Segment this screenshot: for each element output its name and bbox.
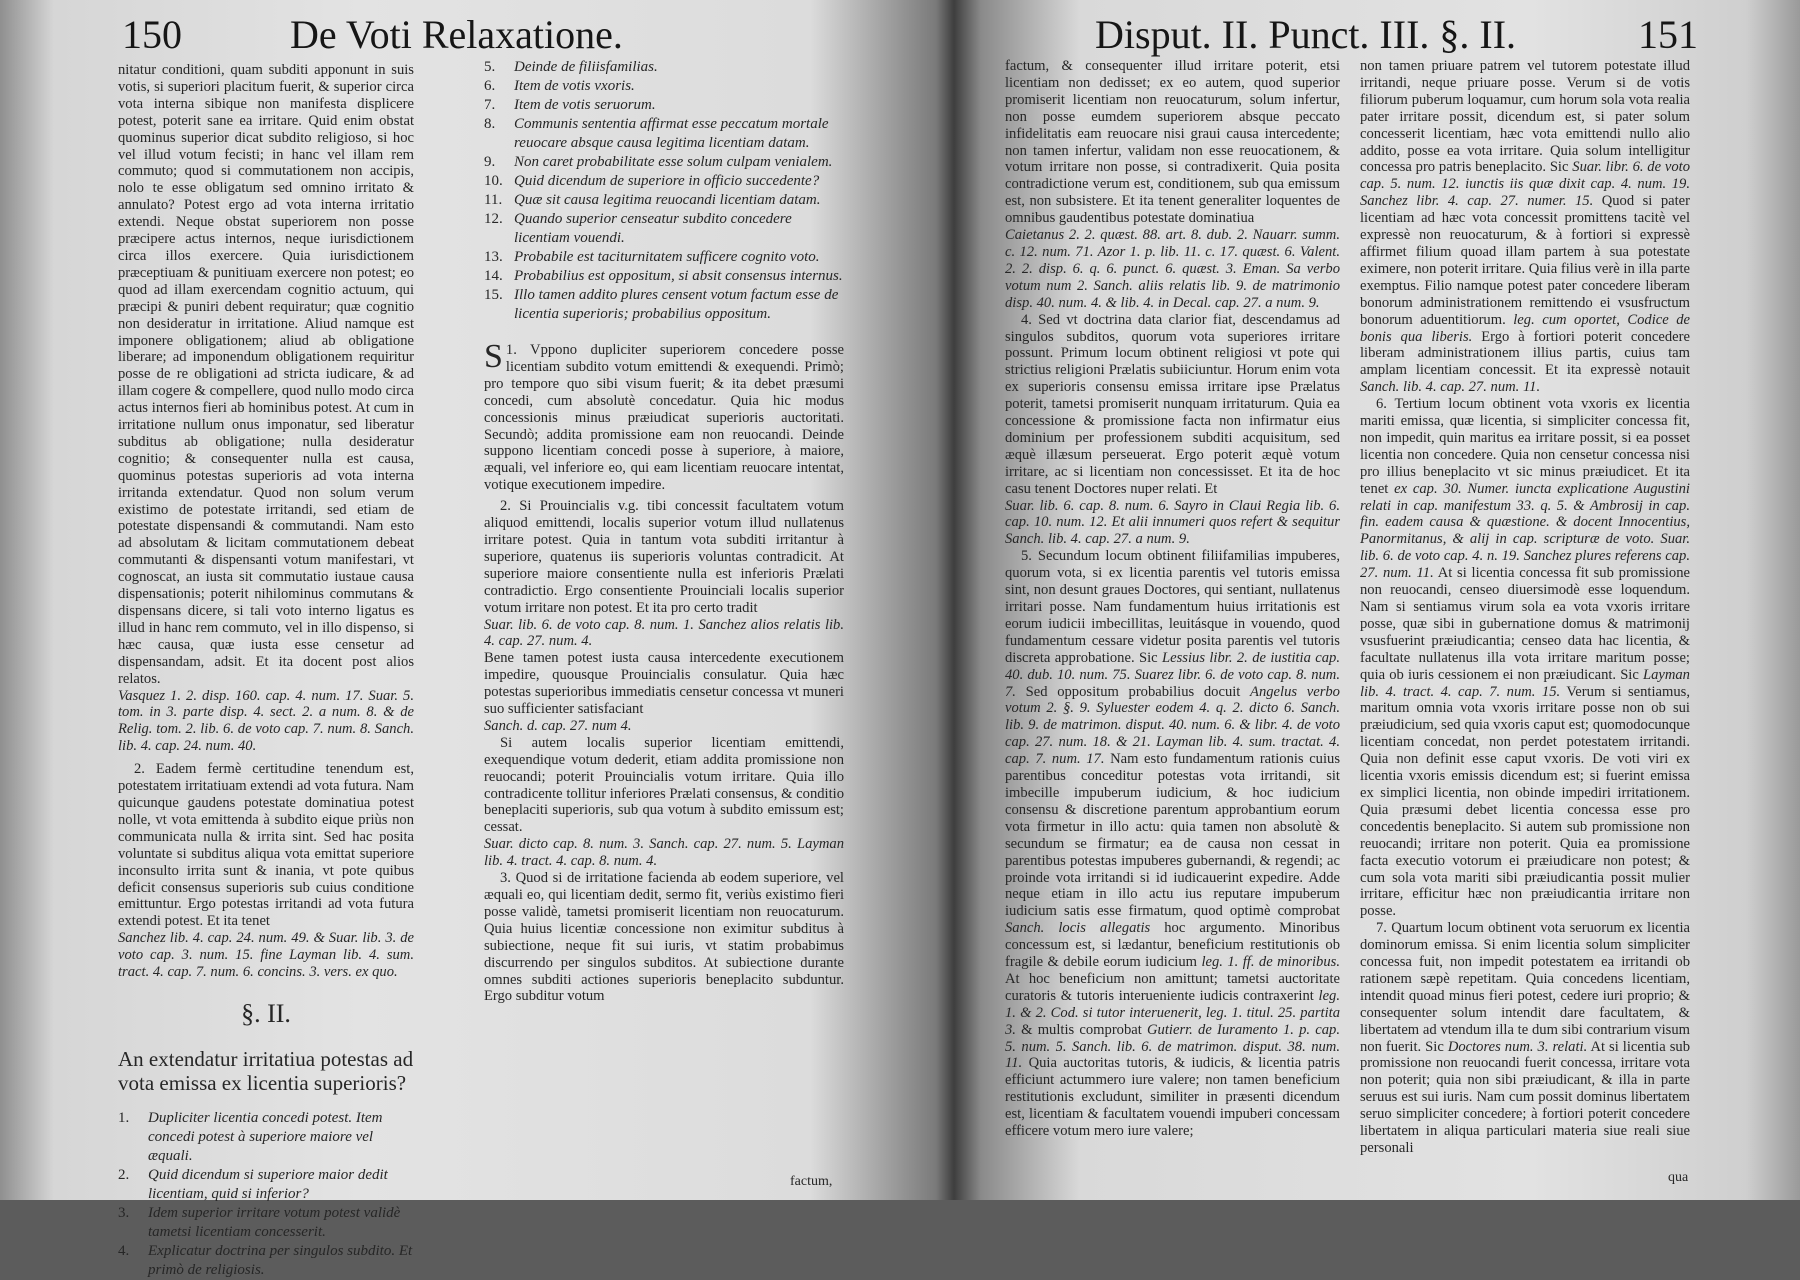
page-number-left: 150	[122, 12, 182, 57]
summary-item: 7. Item de votis seruorum.	[484, 97, 656, 113]
paragraph: 3. Quod si de irritatione facienda ab eodem superiore, vel æquali eo, qui licentiam dedit, sermo fit, veriùs existimo fieri posse validè, tametsi promiserit licentiam non reuocaturum. Quia huius licentiæ concessione non eximitur subditus à subiectione, neque fit sui iuris, vt statim probabimus discurrendo per singulos subditos. At subiectione durante omnes subditi actiones superioris beneplacito subduntur. Ergo subditur votum	[484, 870, 844, 1005]
summary-item: 3. Idem superior irritare votum potest validè tametsi licentiam concesserit.	[118, 1204, 401, 1240]
summary-item: 5. Deinde de filiisfamilias.	[484, 59, 658, 75]
paragraph: 4. Sed vt doctrina data clarior fiat, descendamus ad singulos subditos, quorum vota superiores irritare possunt. Primum locum obtinent religiosi vt pote qui strictius religioni Prælatis subiiciuntur. Horum enim vota ex superioris consensu emissa irritare ipse Prælatus poterit, tametsi promiserit nunquam irritaturum. Quia ea concessione & promissione facta non infirmatur eius dominium per professionem subditi acquisitum, sed æquè illæsum perseuerat. Ergo poterit æquè votum irritare, ac si licentiam non concessisset. Et ita de hoc casu tenent Doctores nuper relati. Et	[1005, 311, 1340, 497]
citation: Caietanus 2. 2. quæst. 88. art. 8. dub. 2. Nauarr. summ. c. 12. num. 71. Azor 1. p. lib. 11. c. 17. quæst. 6. Valent. 2. 2. disp. 6. q. 6. punct. 6. quæst. 3. Eman. Sa verbo votum num 2. Sanch. aliis relatis lib. 9. de matrimonio disp. 40. num. 4. & lib. 4. in Decal. cap. 27. a num. 9.	[1005, 227, 1340, 311]
summary-item: 14. Probabilius est oppositum, si absit consensus internus.	[484, 268, 843, 284]
citation: Sanchez lib. 4. cap. 24. num. 49. & Suar. lib. 3. de voto cap. 3. num. 15. fine Layman lib. 4. sum. tract. 4. cap. 7. num. 6. concins. 3. vers. ex quo.	[118, 930, 414, 981]
citation: Suar. dicto cap. 8. num. 3. Sanch. cap. 27. num. 5. Layman lib. 4. tract. 4. cap. 8. num. 4.	[484, 836, 844, 870]
paragraph: 6. Tertium locum obtinent vota vxoris ex licentia mariti emissa, quæ licentia, si simpliciter concessa fit, non impedit, quin maritus ea irritare possit, si ea posset licentia non concedere. Quia non censetur concessa nisi pro illius beneplacito vt sic minus præiudicet. Et ita tenet ex cap. 30. Numer. iuncta explicatione Augustini relati in cap. manifestum 33. q. 5. & Ambrosij in cap. fin. eadem causa & quæstione. & docent Innocentius, Panormitanus, & alij in cap. scripturæ de voto. Suar. lib. 6. de voto cap. 4. n. 19. Sanchez plures referens cap. 27. num. 11. At si licentia concessa fit sub promissione non reuocandi, censeo diuersimodè esse loquendum. Nam si sentiamus virum sola ea vota vxoris irritare posse, quæ sibi in gubernatione domus & matrimonij vsusfuerint præiudicantia; censeo data hac licentia, & facultate nullatenus illa vota irritare maritum posse; quia ob iuris cessionem ei non præiudicant. Sic Layman lib. 4. tract. 4. cap. 7. num. 15. Verum si sentiamus, maritum omnia vota vxoris irritare posse non ob sui præiudicium, sed quia vxoris caput est; quomodocunque licentiam concedat, non perdet potestatem irritandi. Quia non definit esse caput vxoris. De voti viri ex licentia vxoris emissis dicendum est; si fuerint emissa ex simplici licentia, non obinde impediri irritationem. Quia præsumi debet licentia concessa esse pro concedentis beneplacito. Si autem sub promissione non reuocandi; irritare non poterit. Quia ea promissione facta executio votorum ei præiudicare non potest; & cum sola vota mariti sibi præiudicantia possit mulier irritare, efficitur hæc non præiudicantia irritare non posse.	[1360, 396, 1690, 920]
paragraph: S 1. Vppono dupliciter superiorem concedere posse licentiam subdito votum emittendi & exequendi. Primò; pro tempore quo sibi visum fuerit; & ita debet præsumi concedi, cum absolutè concedatur. Quia hic modus concessionis minus præiudicat superioris auctoritati. Secundò; addita promissione eam non reuocandi. Deinde suppono licentiam concedi posse à superiore, à maiore, æquali, vel inferiore eo, qui eam licentiam reuocare intentat, votique executionem impedire.	[484, 338, 844, 494]
paragraph: 7. Quartum locum obtinent vota seruorum ex licentia dominorum emissa. Si enim licentia solum simpliciter concessa fuit, non impedit potestatem ea irritandi ob rationem sæpè repetitam. Quia concedens licentiam, intendit quoad minus fieri potest, cedere iuri proprio; & consequenter solum intendit dare facultatem, & libertatem ad vtendum illa te dum sibi contrarium visum non fuerit. Sic Doctores num. 3. relati. At si licentia sub promissione non reuocandi fuerit concessa, irritare vota non poterit; quia non sibi præiudicant, & illa in parte seruus est sui iuris. Nam cum possit dominus libertatem seruo simpliciter concedere; à fortiori poterit concedere libertatem in aliqua particulari materia siue reali siue personali	[1360, 920, 1690, 1156]
section-mark: §. II.	[241, 998, 291, 1028]
summary-item: 6. Item de votis vxoris.	[484, 78, 635, 94]
drop-capital: S	[484, 338, 503, 375]
paragraph: non tamen priuare patrem vel tutorem potestate illud irritandi, neque priuare posse. Verum si de votis filiorum puberum loquamur, cum horum sola vota realia pater irritare possit, dicendum est, si pater solum concesserit licentiam, hæc vota emittendi nullo alio addito, posse ea vota irritare. Quia solum intelligitur concessa pro patris beneplacito. Sic Suar. libr. 6. de voto cap. 5. num. 12. iunctis iis quæ dixit cap. 4. num. 19. Sanchez libr. 4. cap. 27. numer. 15. Quod si pater licentiam ad hæc vota concessit promittens tacitè vel expressè non reuocaturum, & à fortiori si expressè affirmet filium quoad illam partem à sua potestate eximere, non poterit irritare. Quia filius verè in illa parte exemptus. Filio namque potest pater concedere liberam bonorum administrationem remittendo ei vsusfructum bonorum aduentitiorum. leg. cum oportet, Codice de bonis qua liberis. Ergo à fortiori poterit concedere liberam administrationem illius partis, cuius tam amplam licentiam concessit. Et ita expressè notauit Sanch. lib. 4. cap. 27. num. 11.	[1360, 58, 1690, 396]
section-question: An extendatur irritatiua potestas ad vota emissa ex licentia superioris?	[118, 1046, 414, 1095]
citation: Sanch. d. cap. 27. num 4.	[484, 717, 632, 734]
paragraph: Si autem localis superior licentiam emittendi, exequendique votum dederit, etiam addita promissione non reuocandi; poterit Prouincialis votum irritare. Quia illo contradicente tollitur inferiores Prælati consensus, & conditio beneplaciti superioris, sub qua votum à subdito emissum est; cessat.	[484, 734, 844, 836]
paragraph: Bene tamen potest iusta causa intercedente executionem impedire, quousque Prouincialis consulatur. Quia hæc potestas superioribus immediatis censetur concessa vt muneri suo sufficienter satisfaciant	[484, 650, 844, 718]
summary-list-right	[484, 58, 844, 324]
summary-item: 13. Probabile est taciturnitatem sufficere cognito voto.	[484, 249, 820, 265]
summary-item: 2. Quid dicendum si superiore maior dedit licentiam, quid si inferior?	[118, 1166, 388, 1202]
left-column-2	[484, 58, 844, 1005]
page-number-right: 151	[1638, 12, 1698, 57]
summary-item: 10. Quid dicendum de superiore in officio succedente?	[484, 173, 820, 189]
paragraph: nitatur conditioni, quam subditi apponunt in suis votis, si superiori placitum fuerit, & superior circa vota interna sibique non manifesta displicere potest, poterit sane ea irritare. Quid enim obstat quominus superior dicat subdito religioso, si hoc vel illud votum fecisti; in hanc vel illam rem commuto; quod si commutationem non accipis, nolo te esse obligatum sed omnino irritato & annulato? Potest ergo ad vota interna irritatio extendi. Neque obstat superiorem non posse præcipere actus internos, neque iurisdictionem circa illos exercere. Quia iurisdictionem præceptiuam & punitiuam exercere non potest; eo quod ad illam exercendam cognitio actuum, qui præcipi & puniri debent requiratur; quæ cognitio non desideratur in irritatione. Aliud namque est imponere obligationem; aliud ab obligatione liberare; ad imponendum obligationem requiritur posse de re obligationi ad stricta iudicare, & ad illam cogere & compellere, quod nullo modo circa actus internos fieri ab hominibus potest. At cum in irritatione nullum onus imponatur, sed liberatur subditus ab obligatione; nulla desideratur cognitio; & consequenter nulla est causa, quominus potestas superioris ad vota interna irritanda extendatur. Quod non solum verum existimo de potestate irritandi, sed etiam de potestate dispensandi & commutandi. Nam esto ad absolutam & licitam commutationem debeat commutanti & dispensanti votum manifestari, vt cognoscat, an iusta sit commutatio iustaue causa dispensationis; poterit nihilominus commutans & dispensans dicere, si tali voto interno ligatus es illud in hanc rem commuto, vel in illo dispenso, si hæc causa, quæ iusta esse censetur ad dispensandam, adsit. Et ita docent post alios relatos.	[118, 62, 414, 687]
citation: Suar. lib. 6. cap. 8. num. 6. Sayro in Claui Regia lib. 6. cap. 10. num. 12. Et alii innumeri quos refert & sequitur Sanch. lib. 4. cap. 27. a num. 9.	[1005, 497, 1340, 548]
summary-item: 9. Non caret probabilitate esse solum culpam venialem.	[484, 154, 833, 170]
right-column-1	[1005, 58, 1340, 1140]
paragraph: factum, & consequenter illud irritare poterit, etsi licentiam non dedisset; ex eo autem, quod superior promiserit licentiam non reuocaturum, solum infertur, non posse eumdem superiorem absque peccato infidelitatis eam reuocare nisi graui causa intercedente; non tamen infertur, validam non esse reuocationem, & votum irritare non posse, si contradixerit. Quia posita contradictione verum est, conditionem, sub qua emissum est, non subsistere. Et ita tenent generaliter loquentes de omnibus gaudentibus potestate dominatiua	[1005, 58, 1340, 227]
citation: Vasquez 1. 2. disp. 160. cap. 4. num. 17. Suar. 5. tom. in 3. parte disp. 4. sect. 2. a num. 8. & de Relig. tom. 2. lib. 6. de voto cap. 7. num. 8. Sanch. lib. 4. cap. 24. num. 40.	[118, 687, 414, 755]
catchword-right: qua	[1668, 1170, 1689, 1185]
running-title-left: De Voti Relaxatione.	[290, 12, 623, 57]
citation: Suar. lib. 6. de voto cap. 8. num. 1. Sanchez alios relatis lib. 4. cap. 27. num. 4.	[484, 616, 844, 650]
right-page	[950, 0, 1800, 1200]
paragraph: 2. Eadem fermè certitudine tenendum est, potestatem irritatiuam extendi ad vota futura. Nam quicunque gaudens potestate dominatiua potest nolle, vt vota emittenda à subdito eique priùs non communicata nulla & irrita sint. Sed hac posita voluntate si subditus aliqua vota emittat superiore inconsulto irrita sunt & inania, vt pote quibus deficit consensus superioris sub cuius conditione emittuntur. Ergo potestas irritandi ad vota futura extendi potest. Et ita tenet	[118, 761, 414, 930]
summary-item: 1. Dupliciter licentia concedi potest. Item concedi potest à superiore maiore vel æquali.	[118, 1109, 383, 1164]
paragraph: 2. Si Prouincialis v.g. tibi concessit facultatem votum aliquod emittendi, localis superior votum illud nullatenus irritare potest. Quia in tantum vota subditi irritantur à superiore, quatenus iis superioris voluntas contradicit. At superiore maiore consentiente nulla est inferioris Prælati contradictio. Ergo consentiente Prouinciali localis superior votum irritare non potest. Et ita pro certo tradit	[484, 498, 844, 616]
summary-list-left	[118, 1109, 414, 1280]
right-column-2	[1360, 58, 1690, 1157]
running-title-right: Disput. II. Punct. III. §. II.	[1095, 12, 1517, 57]
catchword-left: factum,	[790, 1174, 833, 1189]
summary-item: 8. Communis sententia affirmat esse peccatum mortale reuocare absque causa legitima licentiam datam.	[484, 116, 829, 151]
left-column-1	[118, 62, 414, 1280]
summary-item: 12. Quando superior censeatur subdito concedere licentiam vouendi.	[484, 211, 792, 246]
summary-item: 11. Quæ sit causa legitima reuocandi licentiam datam.	[484, 192, 821, 208]
summary-item: 4. Explicatur doctrina per singulos subdito. Et primò de religiosis.	[118, 1242, 413, 1278]
paragraph: 5. Secundum locum obtinent filiifamilias impuberes, quorum vota, si ex licentia parentis vel tutoris emissa sint, non desunt graues Doctores, qui sentiant, nullatenus irritari posse. Nam fundamentum huius irritationis est eorum iudicii imbecillitas, leuitásque in vouendo, quod fundamentum cessare videtur posita parentis vel tutoris discreta approbatione. Sic Lessius libr. 2. de iustitia cap. 40. dub. 10. num. 75. Suarez libr. 6. de voto cap. 8. num. 7. Sed oppositum probabilius docuit Angelus verbo votum 2. §. 9. Syluester eodem 4. q. 2. dicto 6. Sanch. lib. 9. de matrimon. disput. 40. num. 6. & libr. 4. de voto cap. 27. num. 18. & 21. Layman lib. 4. sum. tractat. 4. cap. 7. num. 17. Nam esto fundamentum rationis cuius parentibus conceditur potestas vota irritandi, sit imbecille impuberum iudicium, & hoc iudicium consensu & discretione parentum approbantium eorum vota firmetur in illo actu: quia tamen non absolutè & secundum se firmatur; ea de causa non cessat in parentibus potestas impuberes gubernandi, & regendi; ac proinde vota irritandi si id iudicauerint expedire. Adde neque etiam in illo actu ius reputare impuberum iudicium satis esse firmatum, quod optimè comprobat Sanch. locis allegatis hoc argumento. Minoribus concessum est, si lædantur, beneficium restitutionis ob fragile & debile eorum iudicium leg. 1. ff. de minoribus. At hoc beneficium non amittunt; tametsi auctoritate curatoris & tutoris interueniente iudicis contraxerint leg. 1. & 2. Cod. si tutor interuenerit, leg. 1. titul. 25. partita 3. & multis comprobat Gutierr. de Iuramento 1. p. cap. 5. num. 5. Sanch. lib. 6. de matrimon. disput. 38. num. 11. Quia auctoritas tutoris, & iudicis, & licentia patris efficiunt actummero iure valere; non tamen beneficium restitutionis excludunt, similiter in præsenti dicendum est, licentiam & facultatem vouendi impuberi concessam efficere votum mero iure valere;	[1005, 548, 1341, 1140]
summary-item: 15. Illo tamen addito plures censent votum factum esse de licentia superioris; probabilius oppositum.	[484, 287, 839, 322]
